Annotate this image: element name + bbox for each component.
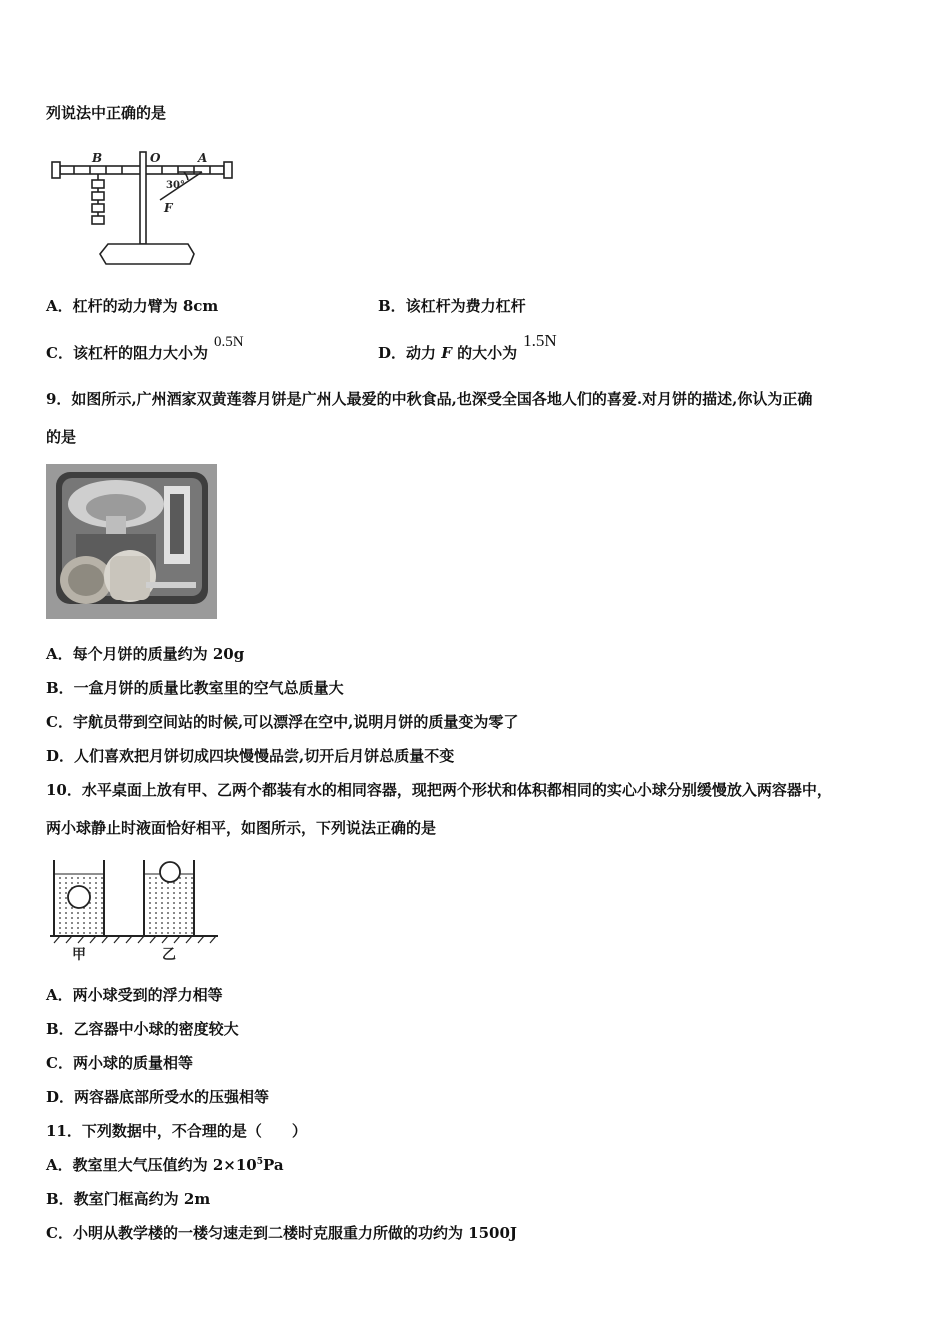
lever-label-o: O bbox=[150, 151, 161, 165]
q10-stem-line1: 10．水平桌面上放有甲、乙两个都装有水的相同容器，现把两个形状和体积都相同的实心小球分别缓慢放入两容器中， bbox=[46, 781, 832, 799]
q9-option-d: D．人们喜欢把月饼切成四块慢慢品尝,切开后月饼总质量不变 bbox=[46, 747, 455, 765]
q10-option-c: C．两小球的质量相等 bbox=[46, 1054, 193, 1072]
q8-option-d-value: 1.5N bbox=[523, 331, 557, 350]
q11-option-c: C．小明从教学楼的一楼匀速走到二楼时克服重力所做的功约为 1500J bbox=[46, 1224, 518, 1242]
q11-option-a bbox=[46, 1154, 284, 1175]
q10-option-b: B．乙容器中小球的密度较大 bbox=[46, 1020, 239, 1038]
q8-option-c-value: 0.5N bbox=[213, 334, 244, 350]
q8-option-c bbox=[46, 334, 244, 363]
q11-stem: 11．下列数据中，不合理的是（ ） bbox=[46, 1122, 307, 1140]
container-label-yi: 乙 bbox=[162, 947, 176, 963]
q8-option-d-var: F bbox=[441, 344, 452, 362]
q11-option-a-pre: A．教室里大气压值约为 2×10 bbox=[46, 1156, 257, 1174]
q10-stem-line2: 两小球静止时液面恰好相平，如图所示，下列说法正确的是 bbox=[46, 819, 437, 837]
q11-option-a-exp: 5 bbox=[256, 1157, 264, 1167]
q11-option-b: B．教室门框高约为 2m bbox=[46, 1190, 211, 1208]
q10-option-d: D．两容器底部所受水的压强相等 bbox=[46, 1088, 270, 1106]
lever-label-angle: 30° bbox=[166, 180, 185, 191]
q8-option-a: A．杠杆的动力臂为 8cm bbox=[46, 297, 219, 315]
q9-stem-line1: 9．如图所示,广州酒家双黄莲蓉月饼是广州人最爱的中秋食品,也深受全国各地人们的喜爱.对月饼的描述,你认为正确 bbox=[46, 390, 813, 408]
q9-option-c: C．宇航员带到空间站的时候,可以漂浮在空中,说明月饼的质量变为零了 bbox=[46, 713, 519, 731]
q8-option-d-pre: D．动力 bbox=[378, 344, 442, 362]
q9-option-b: B．一盒月饼的质量比教室里的空气总质量大 bbox=[46, 679, 344, 697]
lever-figure bbox=[50, 150, 240, 270]
q11-option-a-post: Pa bbox=[263, 1156, 284, 1174]
q8-option-d bbox=[378, 331, 557, 363]
q8-option-c-text: C．该杠杆的阻力大小为 bbox=[46, 344, 208, 362]
q8-option-d-post: 的大小为 bbox=[451, 344, 518, 362]
q9-stem-line2: 的是 bbox=[46, 428, 77, 446]
containers-figure bbox=[46, 856, 226, 966]
container-label-jia: 甲 bbox=[72, 947, 86, 963]
q9-option-a: A．每个月饼的质量约为 20g bbox=[46, 645, 245, 663]
mooncake-photo bbox=[46, 464, 217, 619]
lever-label-a: A bbox=[198, 151, 208, 165]
lever-label-f: F bbox=[164, 201, 173, 215]
q8-stem: 列说法中正确的是 bbox=[46, 104, 167, 122]
q10-option-a: A．两小球受到的浮力相等 bbox=[46, 986, 223, 1004]
q8-option-b: B．该杠杆为费力杠杆 bbox=[378, 297, 526, 315]
lever-label-b: B bbox=[92, 151, 103, 165]
